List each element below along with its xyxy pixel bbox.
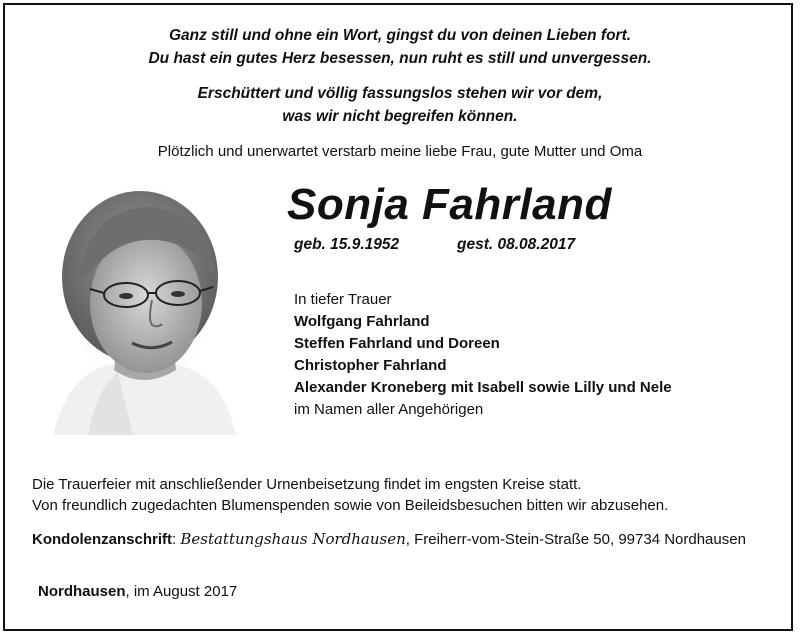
mourner-name: Steffen Fahrland und Doreen [294,335,500,352]
poem-stanza-1 [0,24,800,70]
notice-line: Die Trauerfeier mit anschließender Urnenbeisetzung findet im engsten Kreise statt. [32,476,582,493]
address-street: , Freiherr-vom-Stein-Straße 50, 99734 Nordhausen [405,531,746,548]
poem-line: Du hast ein gutes Herz besessen, nun ruht es still und unvergessen. [148,50,652,67]
poem-stanza-2 [0,82,800,128]
place-date [38,582,237,602]
mourners-tail: im Namen aller Angehörigen [294,401,484,418]
birth-date: geb. 15.9.1952 [294,236,400,253]
address-label: Kondolenzanschrift [32,531,173,548]
deceased-name: Sonja Fahrland [287,180,612,229]
mourners-lead: In tiefer Trauer [294,291,392,308]
mourner-name: Alexander Kroneberg mit Isabell sowie Lilly und Nele [294,379,672,396]
poem-line: was wir nicht begreifen können. [282,108,518,125]
funeral-notice [32,474,668,516]
poem-line: Erschüttert und völlig fassungslos stehen wir vor dem, [197,85,603,102]
poem-line: Ganz still und ohne ein Wort, gingst du von deinen Lieben fort. [168,27,632,44]
death-date: gest. 08.08.2017 [457,236,576,253]
notice-line: Von freundlich zugedachten Blumenspenden sowie von Beileidsbesuchen bitten wir abzusehen. [32,497,669,514]
portrait-photo [48,185,238,435]
closing-place: Nordhausen [38,583,126,600]
closing-date: , im August 2017 [125,583,238,600]
mourner-name: Christopher Fahrland [294,357,447,374]
death-announcement: Plötzlich und unerwartet verstarb meine liebe Frau, gute Mutter und Oma [157,143,643,160]
mourners-list [294,289,672,421]
mourner-name: Wolfgang Fahrland [294,313,430,330]
address-separator: : [172,531,181,548]
funeral-home-name: Bestattungshaus Nordhausen [180,530,406,548]
condolence-address [32,529,746,550]
